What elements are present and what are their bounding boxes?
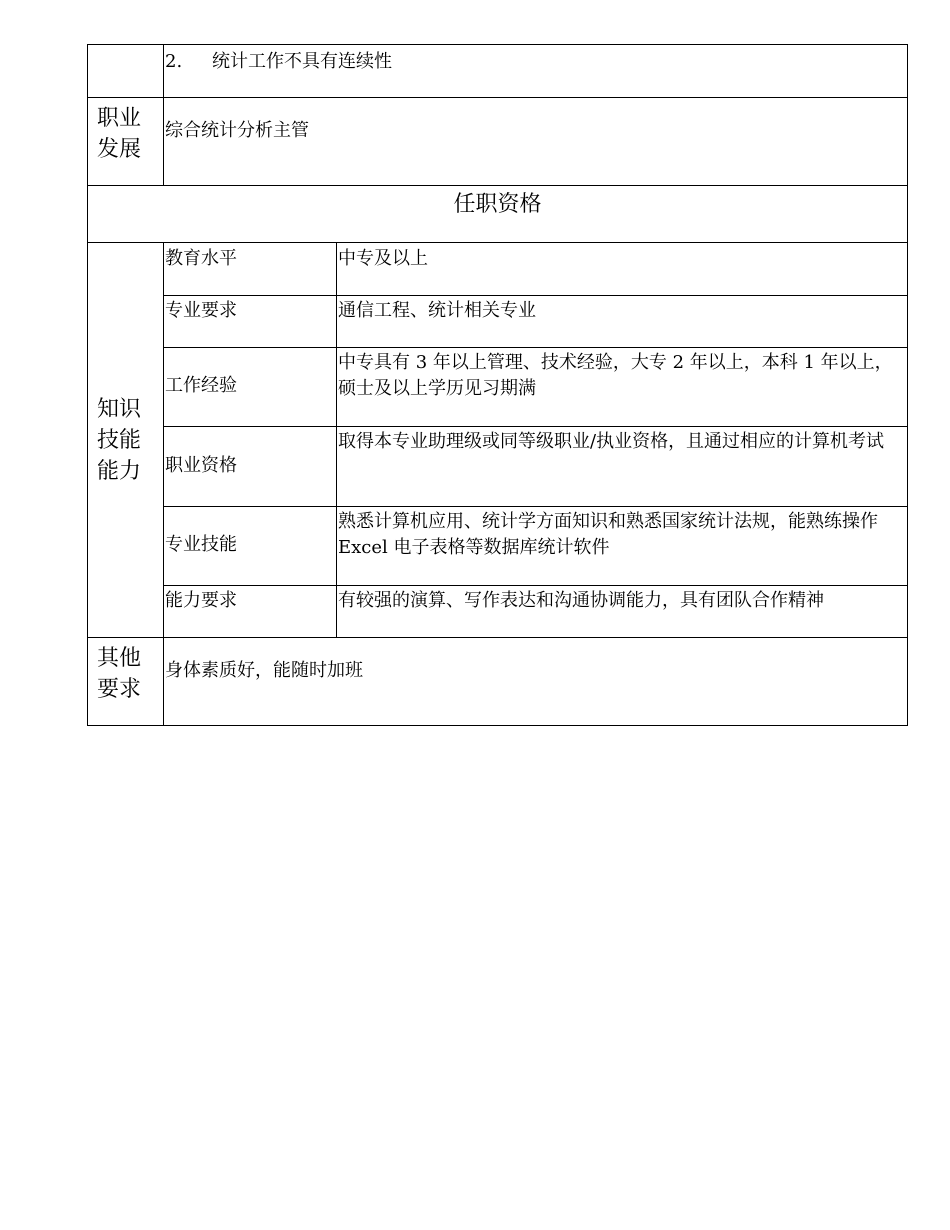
- skills-label: 专业技能: [164, 507, 337, 586]
- other-label-line1: 其他: [97, 646, 142, 671]
- table-row: [88, 296, 908, 348]
- other-label-line2: 要求: [97, 677, 142, 702]
- row-continuation: [88, 45, 908, 98]
- career-value: 综合统计分析主管: [164, 98, 908, 186]
- table-row: [88, 348, 908, 427]
- ability-label: 能力要求: [164, 586, 337, 638]
- item-number: 2.: [165, 51, 183, 72]
- table-row: [88, 243, 908, 296]
- major-value: 通信工程、统计相关专业: [337, 296, 908, 348]
- experience-label: 工作经验: [164, 348, 337, 427]
- row-qualifications-title: [88, 186, 908, 243]
- knowledge-label-line3: 能力: [97, 458, 142, 484]
- career-label-line2: 发展: [97, 137, 142, 162]
- row-other: [88, 638, 908, 726]
- row-career: [88, 98, 908, 186]
- table-row: [88, 427, 908, 507]
- certification-value: 取得本专业助理级或同等级职业/执业资格，且通过相应的计算机考试: [337, 427, 908, 507]
- knowledge-label-line1: 知识: [97, 396, 142, 422]
- knowledge-label-line2: 技能: [97, 427, 142, 453]
- knowledge-label: [88, 243, 164, 638]
- qualifications-title: 任职资格: [88, 186, 908, 243]
- experience-value: 中专具有 3 年以上管理、技术经验，大专 2 年以上，本科 1 年以上，硕士及以上学历见习期满: [337, 348, 908, 427]
- item-text: 统计工作不具有连续性: [212, 51, 392, 72]
- skills-value: 熟悉计算机应用、统计学方面知识和熟悉国家统计法规，能熟练操作 Excel 电子表格等数据库统计软件: [337, 507, 908, 586]
- ability-value: 有较强的演算、写作表达和沟通协调能力，具有团队合作精神: [337, 586, 908, 638]
- other-label: [88, 638, 164, 726]
- education-label: 教育水平: [164, 243, 337, 296]
- certification-label: 职业资格: [164, 427, 337, 507]
- career-label: [88, 98, 164, 186]
- job-description-table: [87, 44, 908, 726]
- empty-label-cell: [88, 45, 164, 98]
- major-label: 专业要求: [164, 296, 337, 348]
- education-value: 中专及以上: [337, 243, 908, 296]
- other-value: 身体素质好，能随时加班: [164, 638, 908, 726]
- table-row: [88, 507, 908, 586]
- continuation-item: [164, 45, 908, 98]
- career-label-line1: 职业: [97, 106, 142, 131]
- table-row: [88, 586, 908, 638]
